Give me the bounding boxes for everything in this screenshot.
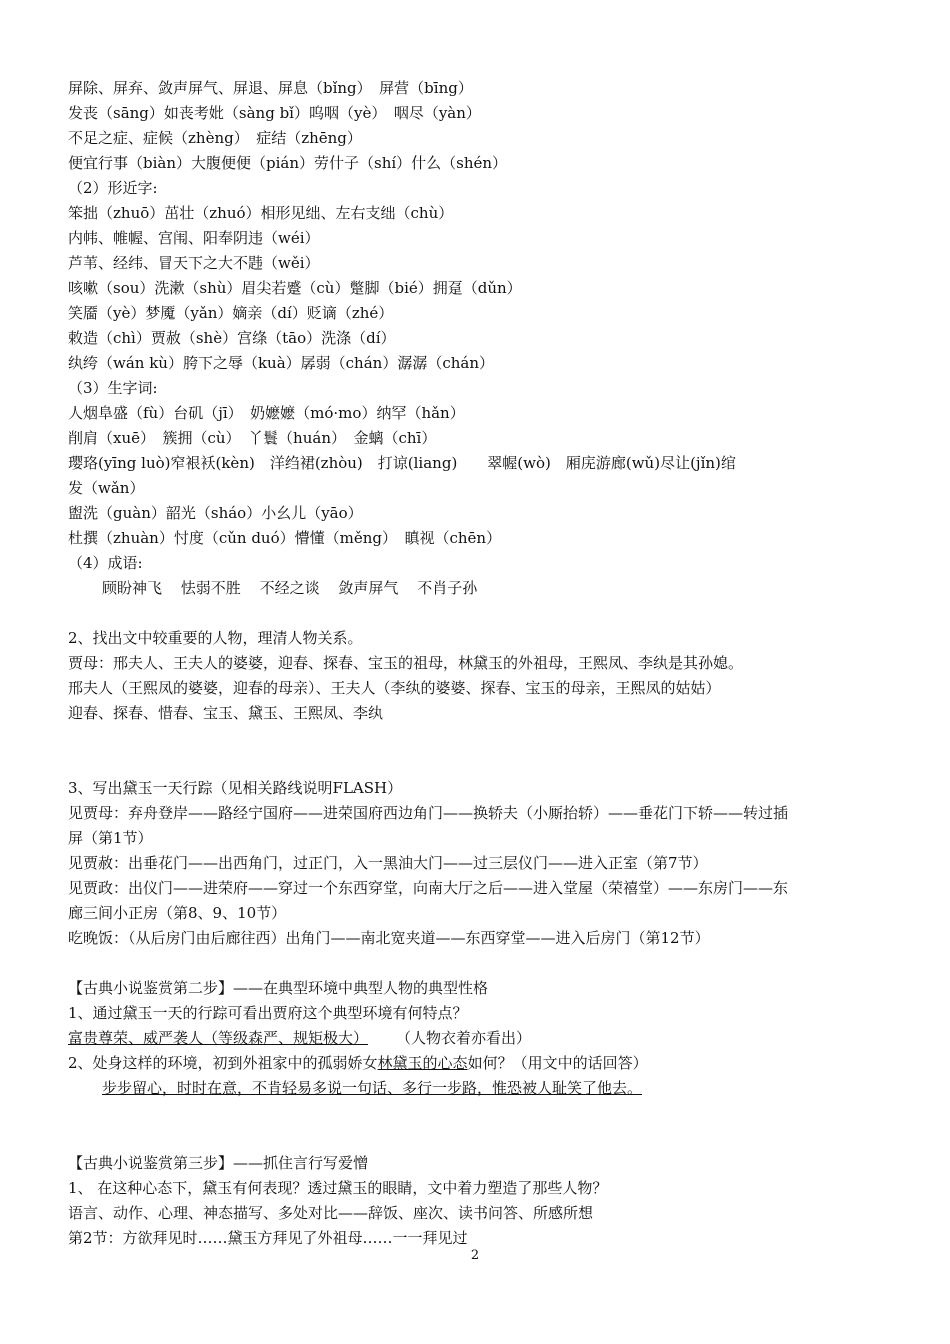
answer: 语言、动作、心理、神态描写、多处对比——辞饭、座次、读书问答、所感所想 <box>68 1204 594 1222</box>
answer <box>68 1026 868 1051</box>
text-line: 璎珞(yīng luò)窄裉袄(kèn) 洋绉裙(zhòu) 打谅(liang) 翠幄(wò) 厢庑游廊(wǔ)尽让(jǐn)绾 <box>68 454 736 472</box>
text-line: 屏（第1节） <box>68 829 153 847</box>
spacer <box>68 1101 868 1151</box>
text-line: 笨拙（zhuō）茁壮（zhuó）相形见绌、左右支绌（chù） <box>68 204 454 222</box>
text-line: 发（wǎn） <box>68 479 145 497</box>
spacer <box>68 726 868 776</box>
text-line: 笑靥（yè）梦魇（yǎn）嫡亲（dí）贬谪（zhé） <box>68 304 394 322</box>
vocab-block <box>68 76 868 601</box>
text-line: 邢夫人（王熙凤的婆婆，迎春的母亲）、王夫人（李纨的婆婆、探春、宝玉的母亲，王熙凤的姑姑） <box>68 679 721 697</box>
text-line: 削肩（xuē） 簇拥（cù） 丫鬟（huán） 金螭（chī） <box>68 429 437 447</box>
section-heading: 3、写出黛玉一天行踪（见相关路线说明FLASH） <box>68 779 403 797</box>
underlined-phrase: 林黛玉的心态 <box>377 1054 468 1072</box>
subheading: （3）生字词: <box>68 379 158 397</box>
text-line: 不足之症、症候（zhèng） 症结（zhēng） <box>68 129 362 147</box>
question: 1、通过黛玉一天的行踪可看出贾府这个典型环境有何特点？ <box>68 1004 468 1022</box>
text-line: 芦苇、经纬、冒天下之大不韪（wěi） <box>68 254 320 272</box>
answer-underlined: 步步留心，时时在意，不肯轻易多说一句话、多行一步路，惟恐被人耻笑了他去。 <box>102 1079 643 1097</box>
question: 1、 在这种心态下，黛玉有何表现？透过黛玉的眼睛，文中着力塑造了那些人物？ <box>68 1179 608 1197</box>
idiom: 顾盼神飞 <box>102 579 163 597</box>
section-heading: 【古典小说鉴赏第二步】——在典型环境中典型人物的典型性格 <box>68 979 489 997</box>
idiom-list <box>68 576 868 601</box>
text-line: 杜撰（zhuàn）忖度（cǔn duó）懵懂（měng） 瞋视（chēn） <box>68 529 502 547</box>
spacer <box>68 951 868 976</box>
question: 2、处身这样的环境，初到外祖家中的孤弱娇女林黛玉的心态如何？（用文中的话回答） <box>68 1054 648 1072</box>
text-line: 发丧（sāng）如丧考妣（sàng bǐ）呜咽（yè） 咽尽（yàn） <box>68 104 481 122</box>
idiom: 不经之谈 <box>259 579 320 597</box>
text-line: 见贾政：出仪门——进荣府——穿过一个东西穿堂，向南大厅之后——进入堂屋（荣禧堂）——东房门——东 <box>68 879 789 897</box>
section-heading: 【古典小说鉴赏第三步】——抓住言行写爱憎 <box>68 1154 369 1172</box>
text-line: 咳嗽（sou）洗漱（shù）眉尖若蹙（cù）蹩脚（bié）拥趸（dǔn） <box>68 279 522 297</box>
text-line: 迎春、探春、惜春、宝玉、黛玉、王熙凤、李纨 <box>68 704 384 722</box>
section-step3 <box>68 1151 868 1251</box>
text-line: 人烟阜盛（fù）台矶（jī） 奶嬷嬷（mó·mo）纳罕（hǎn） <box>68 404 465 422</box>
answer: 第2节：方欲拜见时……黛玉方拜见了外祖母……一一拜见过 <box>68 1229 468 1247</box>
answer-underlined: 富贵尊荣、威严袭人（等级森严、规矩极大） <box>68 1029 369 1047</box>
section-route <box>68 776 868 951</box>
idiom: 不肖子孙 <box>417 579 478 597</box>
answer-note: （人物衣着亦看出） <box>396 1029 532 1047</box>
idiom: 怯弱不胜 <box>180 579 241 597</box>
spacer <box>68 601 868 626</box>
text-line: 见贾母：弃舟登岸——路经宁国府——进荣国府西边角门——换轿夫（小厮抬轿）——垂花门下轿——转过插 <box>68 804 789 822</box>
idiom: 敛声屏气 <box>338 579 399 597</box>
text-line: 盥洗（guàn）韶光（sháo）小幺儿（yāo） <box>68 504 363 522</box>
text-line: 敕造（chì）贾赦（shè）宫绦（tāo）洗涤（dí） <box>68 329 396 347</box>
text-line: 廊三间小正房（第8、9、10节） <box>68 904 287 922</box>
section-characters <box>68 626 868 726</box>
page-number: 2 <box>470 1248 480 1263</box>
section-step2 <box>68 976 868 1101</box>
text-line: 贾母：邢夫人、王夫人的婆婆，迎春、探春、宝玉的祖母，林黛玉的外祖母，王熙凤、李纨是其孙媳。 <box>68 654 744 672</box>
document-page <box>68 76 868 1251</box>
text-line: 便宜行事（biàn）大腹便便（pián）劳什子（shí）什么（shén） <box>68 154 508 172</box>
answer <box>68 1076 868 1101</box>
text-line: 吃晚饭：（从后房门由后廊往西）出角门——南北宽夹道——东西穿堂——进入后房门（第12节） <box>68 929 710 947</box>
text-line: 屏除、屏弃、敛声屏气、屏退、屏息（bǐng） 屏营（bīng） <box>68 79 473 97</box>
subheading: （2）形近字: <box>68 179 158 197</box>
text-line: 见贾赦：出垂花门——出西角门，过正门，入一黑油大门——过三层仪门——进入正室（第7节） <box>68 854 708 872</box>
text-line: 内帏、帷幄、宫闱、阳奉阴违（wéi） <box>68 229 320 247</box>
section-heading: 2、找出文中较重要的人物，理清人物关系。 <box>68 629 363 647</box>
text-line: 纨绔（wán kù）胯下之辱（kuà）孱弱（chán）潺潺（chán） <box>68 354 494 372</box>
subheading: （4）成语: <box>68 554 143 572</box>
